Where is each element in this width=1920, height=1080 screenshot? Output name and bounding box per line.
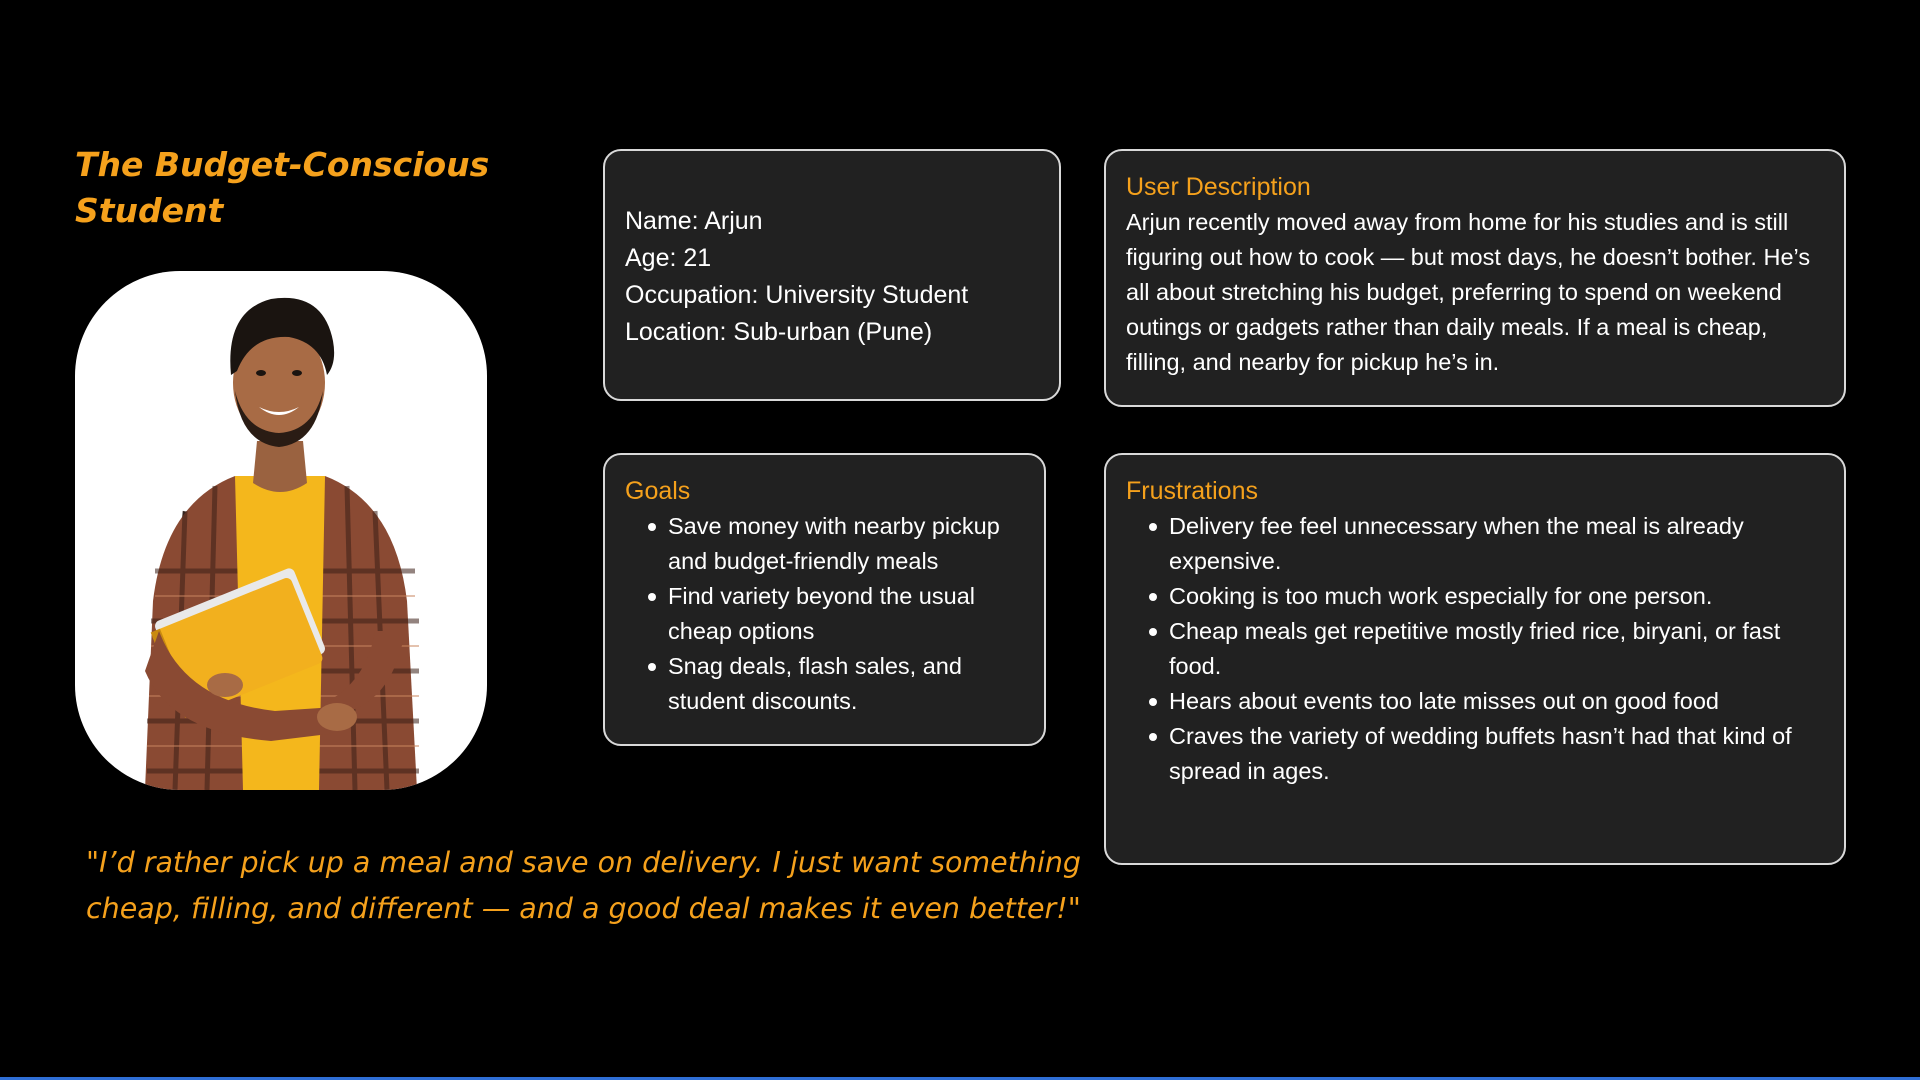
goal-item: Save money with nearby pickup and budget-friendly meals bbox=[625, 509, 1024, 579]
persona-quote: "I’d rather pick up a meal and save on delivery. I just want something cheap, filling, and different — and a good deal makes it even better!" bbox=[86, 846, 1082, 925]
frustration-item: Delivery fee feel unnecessary when the meal is already expensive. bbox=[1126, 509, 1824, 579]
student-illustration bbox=[75, 271, 487, 790]
frustrations-list bbox=[1126, 509, 1824, 789]
persona-photo bbox=[75, 271, 487, 790]
user-description-text: Arjun recently moved away from home for his studies and is still figuring out how to cook — but most days, he doesn’t bother. He’s all about stretching his budget, preferring to spend on weekend outings or gadgets rather than daily meals. If a meal is cheap, filling, and nearby for pickup he’s in. bbox=[1126, 209, 1811, 375]
goal-item: Find variety beyond the usual cheap options bbox=[625, 579, 1024, 649]
frustration-item: Cheap meals get repetitive mostly fried rice, biryani, or fast food. bbox=[1126, 614, 1824, 684]
frustration-item: Cooking is too much work especially for one person. bbox=[1126, 579, 1824, 614]
user-description-heading: User Description bbox=[1126, 173, 1311, 201]
goal-item: Snag deals, flash sales, and student discounts. bbox=[625, 649, 1024, 719]
persona-name: Name: Arjun bbox=[625, 207, 763, 235]
basic-info-card bbox=[603, 149, 1061, 401]
frustration-item: Craves the variety of wedding buffets hasn’t had that kind of spread in ages. bbox=[1126, 719, 1824, 789]
goals-heading: Goals bbox=[625, 477, 691, 505]
goals-list bbox=[625, 509, 1024, 719]
user-description-card bbox=[1104, 149, 1846, 407]
frustrations-card bbox=[1104, 453, 1846, 865]
persona-location: Location: Sub-urban (Pune) bbox=[625, 318, 933, 346]
persona-title: The Budget-Conscious Student bbox=[75, 145, 490, 230]
frustration-item: Hears about events too late misses out on good food bbox=[1126, 684, 1824, 719]
goals-card bbox=[603, 453, 1046, 746]
persona-age: Age: 21 bbox=[625, 244, 712, 272]
persona-occupation: Occupation: University Student bbox=[625, 281, 969, 309]
frustrations-heading: Frustrations bbox=[1126, 477, 1258, 505]
